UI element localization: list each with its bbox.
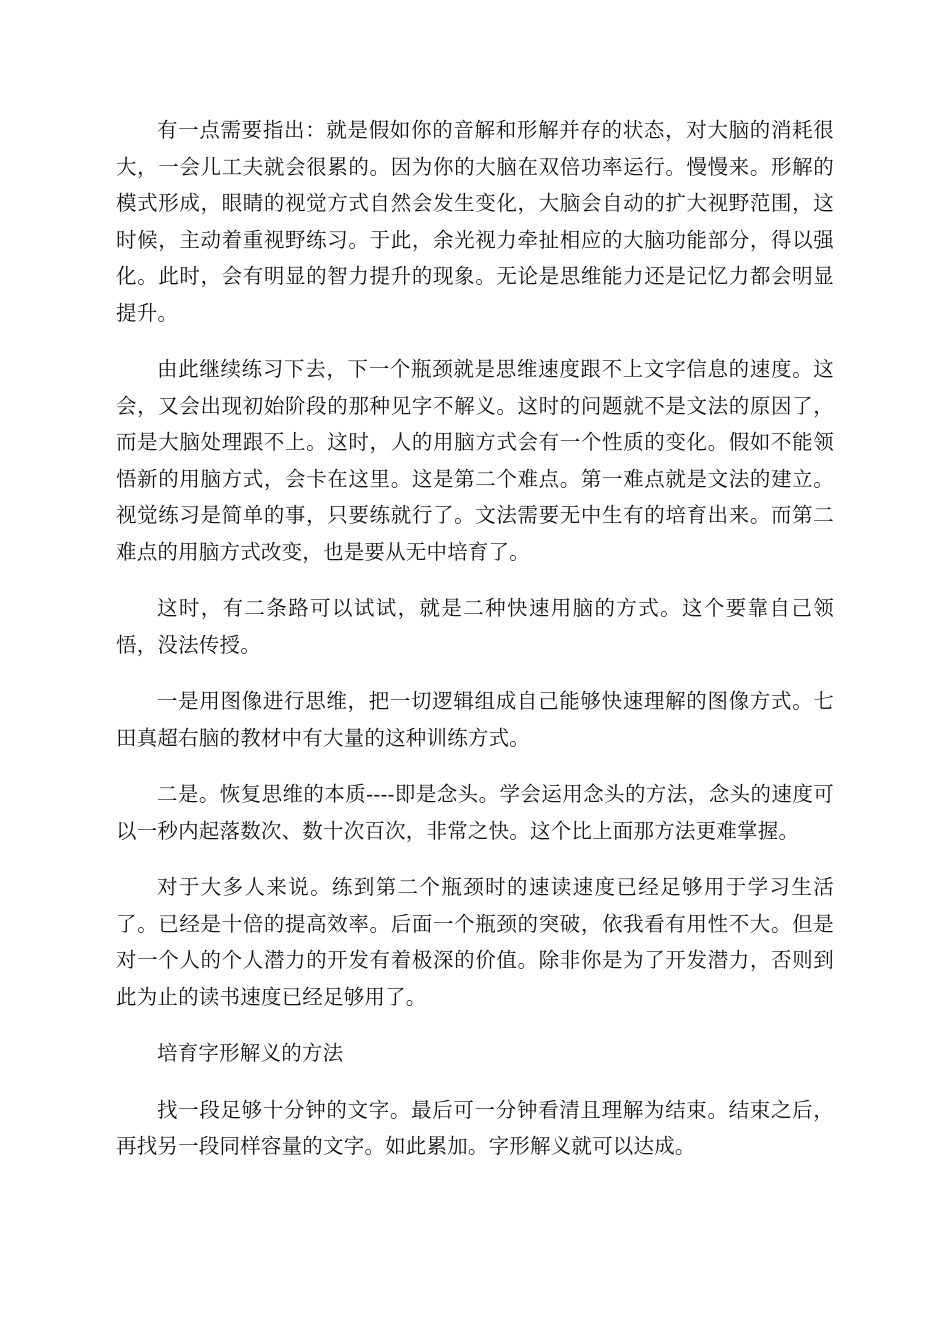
paragraph-4: 一是用图像进行思维，把一切逻辑组成自己能够快速理解的图像方式。七田真超右脑的教材中有大量的这种训练方式。 <box>116 689 834 750</box>
section-heading: 培育字形解义的方法 <box>157 1041 344 1065</box>
paragraph-3: 这时，有二条路可以试试，就是二种快速用脑的方式。这个要靠自己领悟，没法传授。 <box>116 596 834 657</box>
paragraph-2: 由此继续练习下去，下一个瓶颈就是思维速度跟不上文字信息的速度。这会，又会出现初始阶段的那种见字不解义。这时的问题就不是文法的原因了，而是大脑处理跟不上。这时，人的用脑方式会有一个性质的变化。假如不能领悟新的用脑方式，会卡在这里。这是第二个难点。第一难点就是文法的建立。视觉练习是简单的事，只要练就行了。文法需要无中生有的培育出来。而第二难点的用脑方式改变，也是要从无中培育了。 <box>116 357 834 564</box>
document-body <box>116 112 834 1185</box>
paragraph-7: 找一段足够十分钟的文字。最后可一分钟看清且理解为结束。结束之后，再找另一段同样容量的文字。如此累加。字形解义就可以达成。 <box>116 1097 834 1158</box>
paragraph-6: 对于大多人来说。练到第二个瓶颈时的速读速度已经足够用于学习生活了。已经是十倍的提高效率。后面一个瓶颈的突破，依我看有用性不大。但是对一个人的个人潜力的开发有着极深的价值。除非你是为了开发潜力，否则到此为止的读书速度已经足够用了。 <box>116 875 834 1009</box>
paragraph-1: 有一点需要指出：就是假如你的音解和形解并存的状态，对大脑的消耗很大，一会儿工夫就会很累的。因为你的大脑在双倍功率运行。慢慢来。形解的模式形成，眼睛的视觉方式自然会发生变化，大脑会自动的扩大视野范围，这时候，主动着重视野练习。于此，余光视力牵扯相应的大脑功能部分，得以强化。此时，会有明显的智力提升的现象。无论是思维能力还是记忆力都会明显提升。 <box>116 118 834 325</box>
paragraph-5: 二是。恢复思维的本质----即是念头。学会运用念头的方法，念头的速度可以一秒内起落数次、数十次百次，非常之快。这个比上面那方法更难掌握。 <box>116 782 834 843</box>
